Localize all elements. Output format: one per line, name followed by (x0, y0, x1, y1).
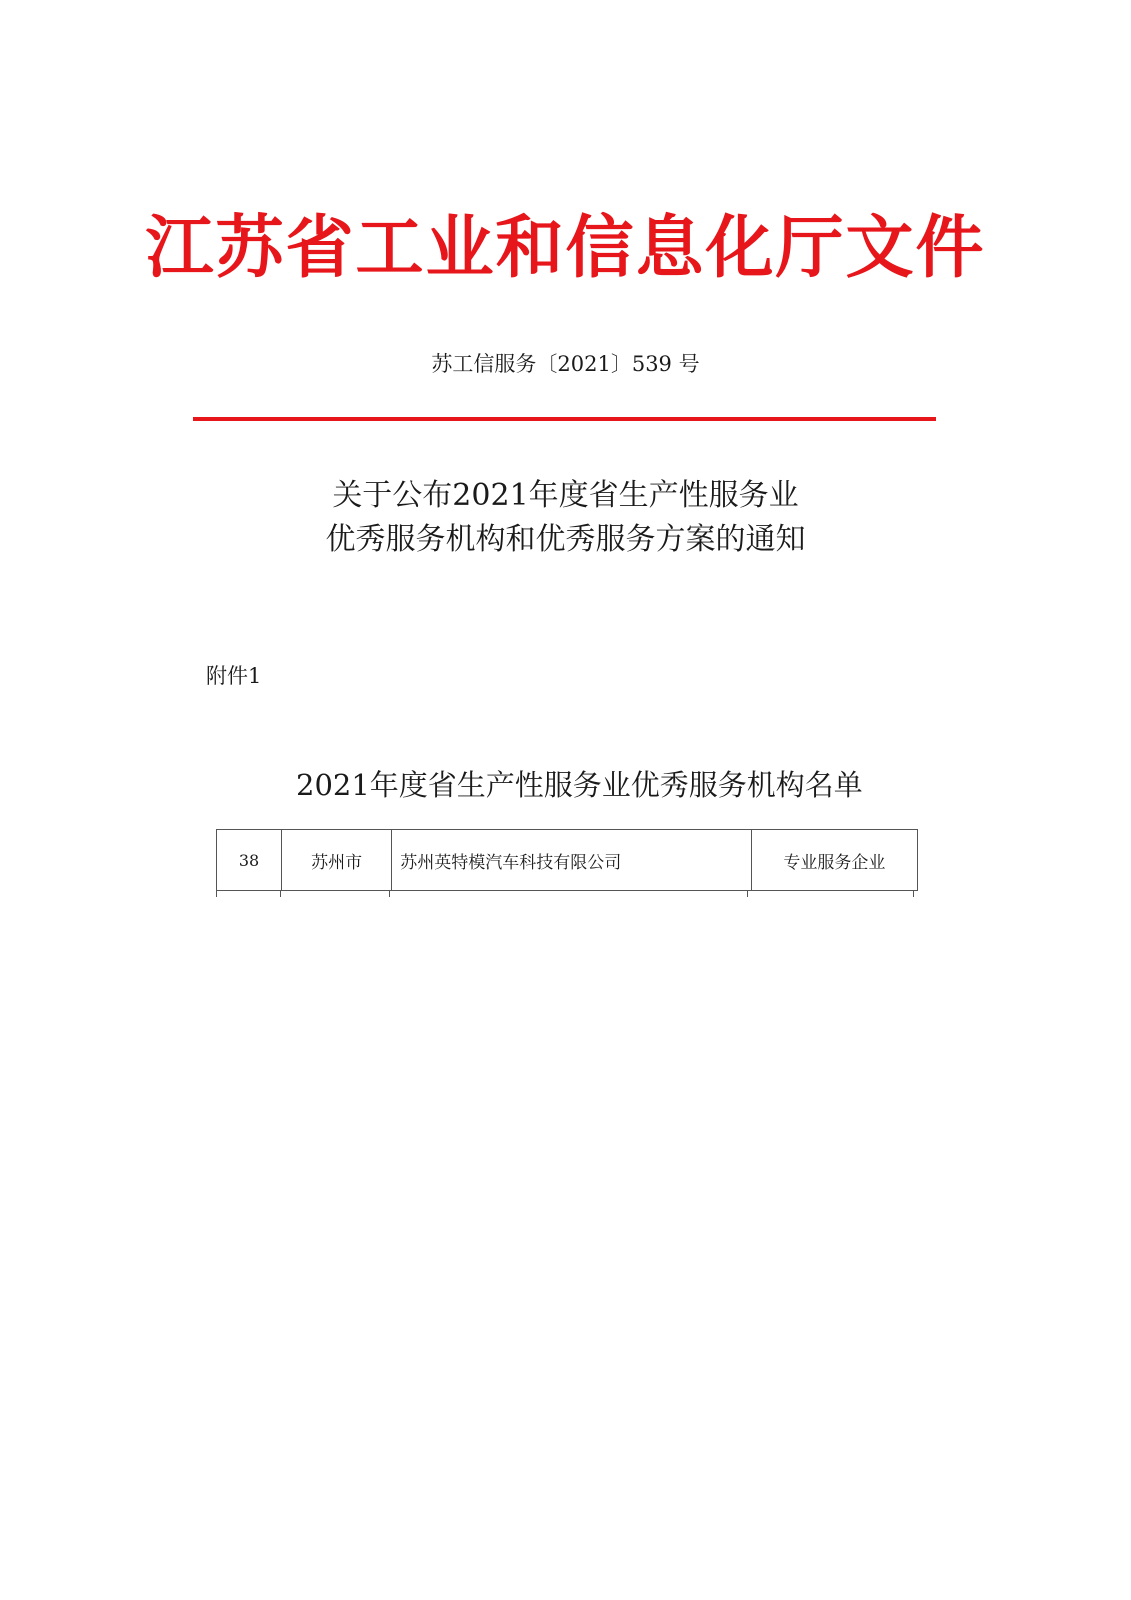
table-rule-tick (280, 891, 281, 897)
table-rule-tick (216, 891, 217, 897)
list-title: 2021年度省生产性服务业优秀服务机构名单 (296, 768, 863, 802)
table-rule-tick (747, 891, 748, 897)
table-rule-tick (389, 891, 390, 897)
issuer-header: 江苏省工业和信息化厅文件 (145, 208, 986, 288)
notice-title (0, 474, 1131, 562)
attachment-label: 附件1 (206, 664, 262, 688)
organization-type-cell: 专业服务企业 (751, 830, 917, 891)
organization-table (216, 829, 918, 895)
red-divider-line (193, 417, 936, 421)
row-number-cell: 38 (217, 830, 282, 891)
table-rule-tick (913, 891, 914, 897)
document-number: 苏工信服务〔2021〕539 号 (431, 352, 700, 376)
table-row (217, 830, 918, 891)
city-cell: 苏州市 (282, 830, 392, 891)
notice-title-line-1: 关于公布2021年度省生产性服务业 (332, 478, 799, 513)
organization-name-cell: 苏州英特模汽车科技有限公司 (392, 830, 752, 891)
notice-title-line-2: 优秀服务机构和优秀服务方案的通知 (325, 522, 806, 557)
